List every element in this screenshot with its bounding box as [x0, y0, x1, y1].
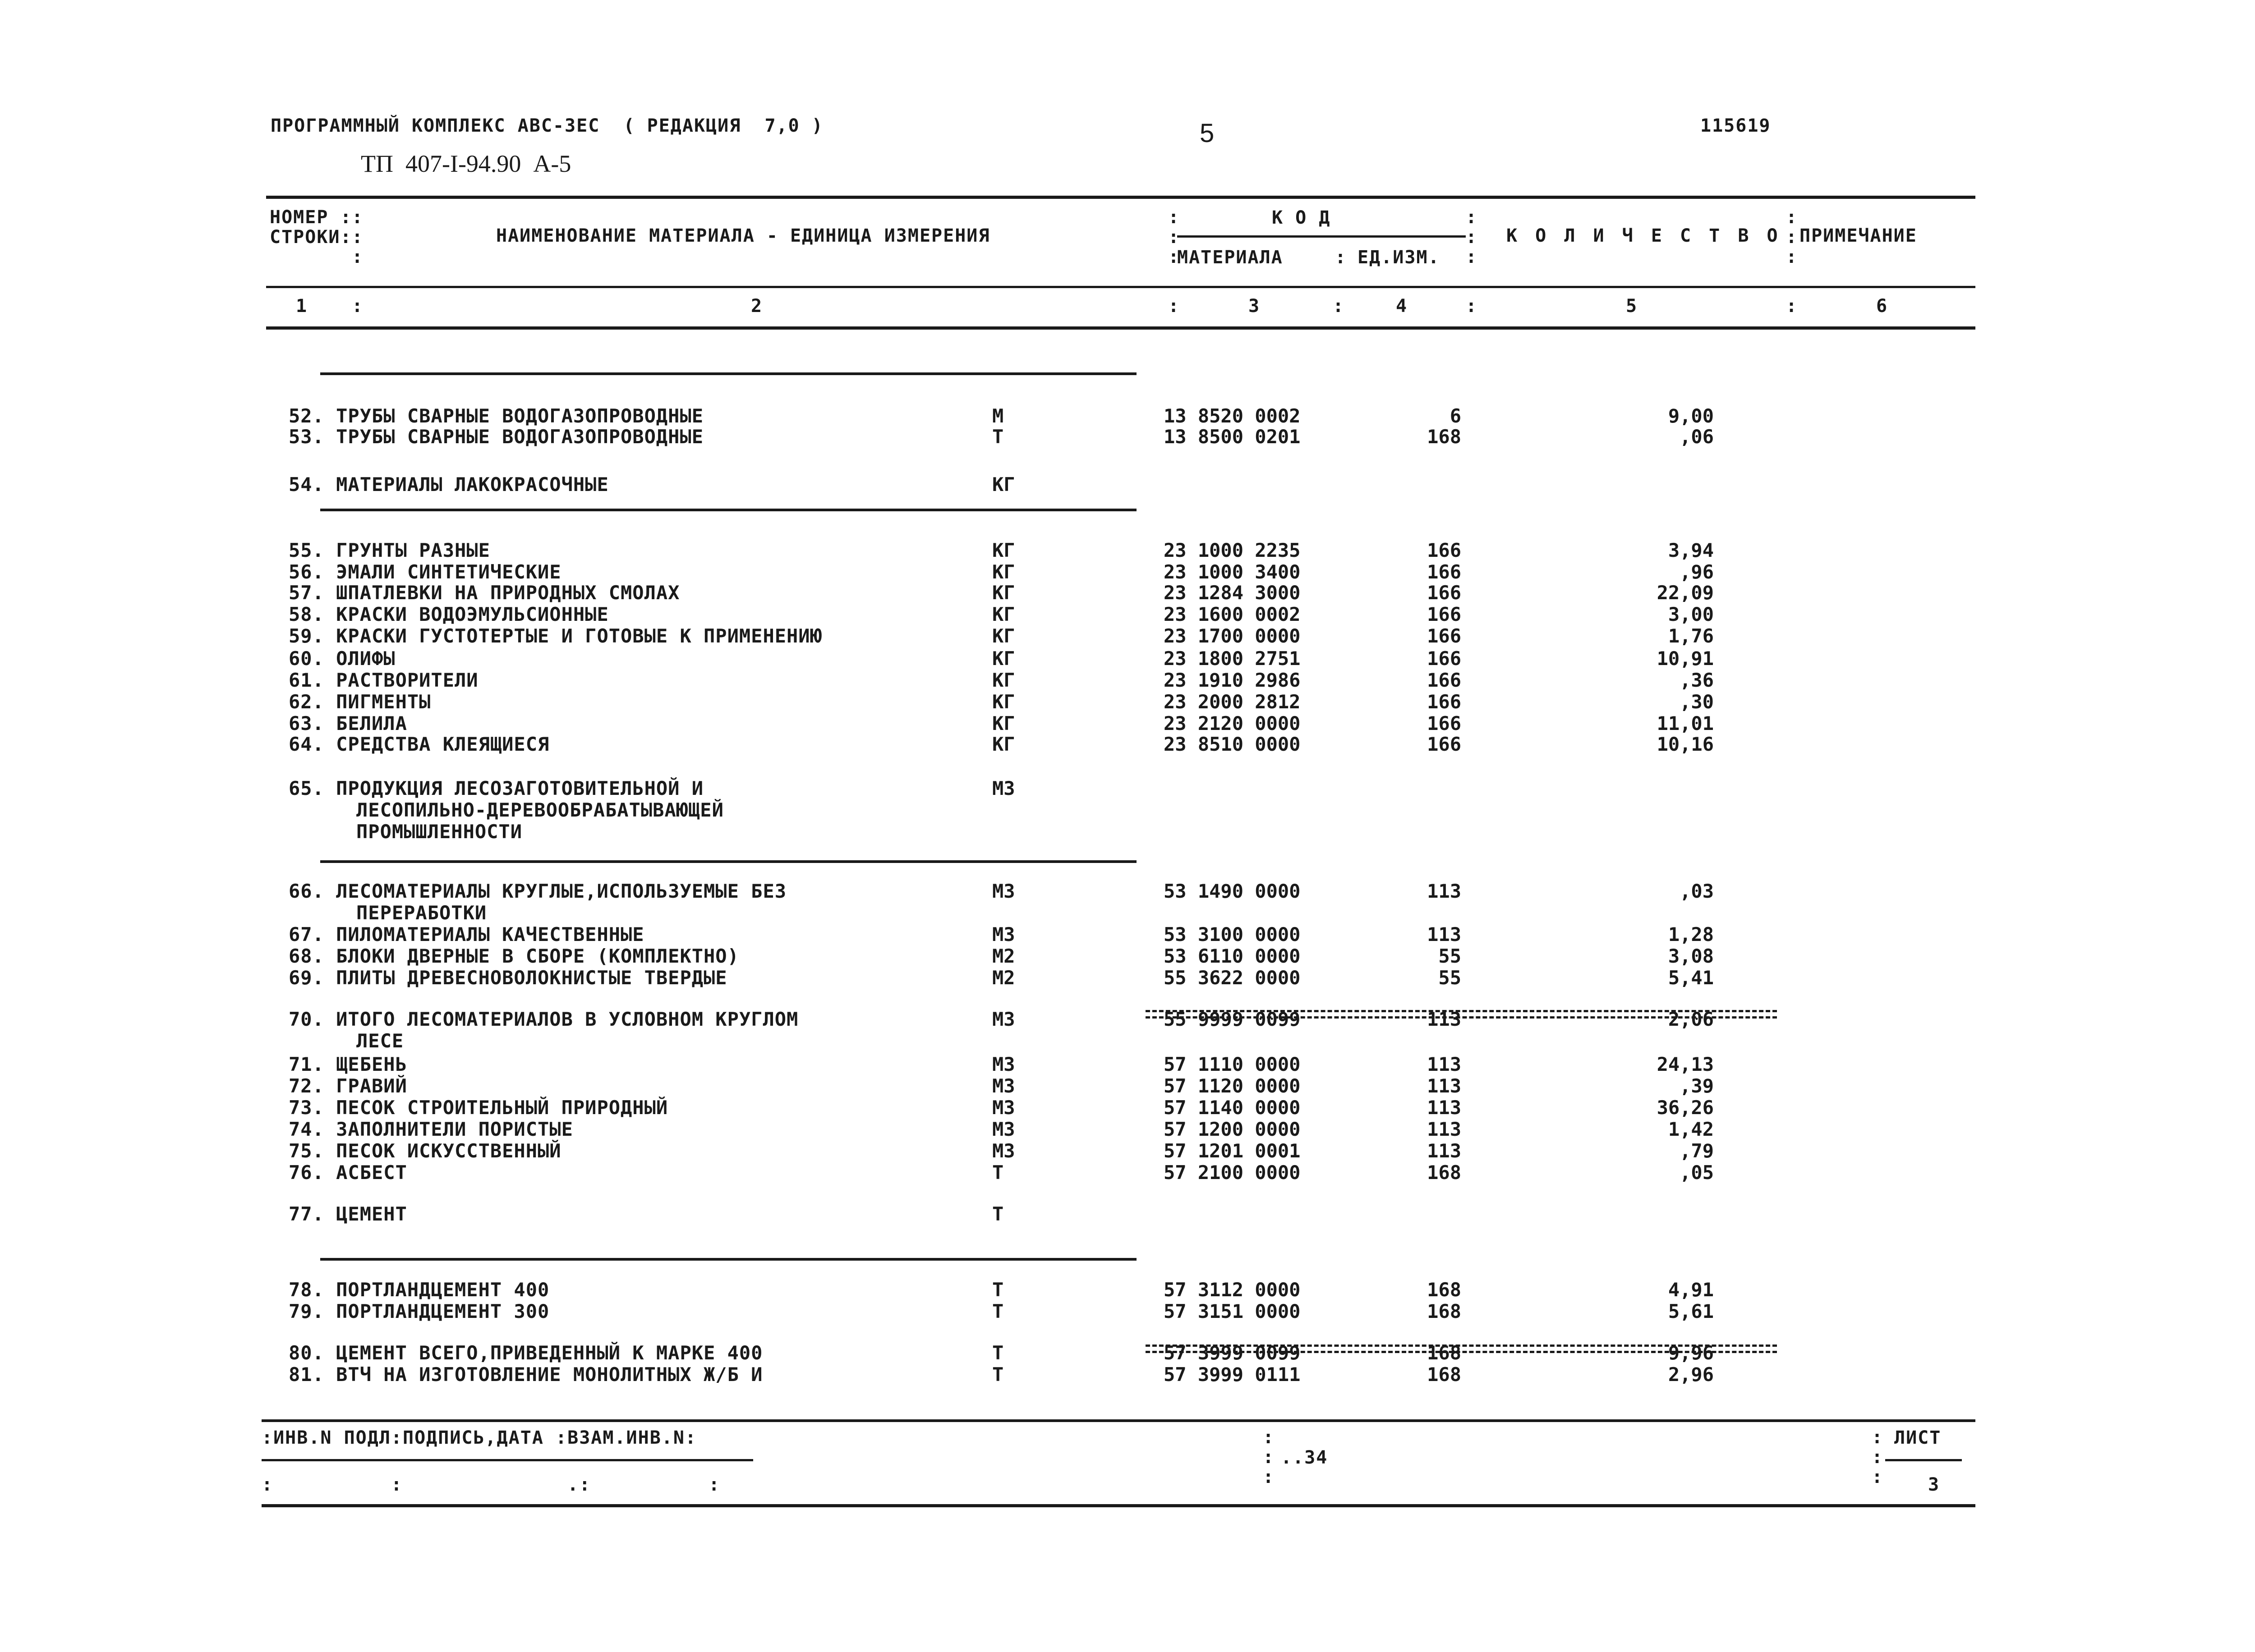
- col-num-5: 5: [1626, 296, 1638, 317]
- row-material-code: 13 8520 0002: [1164, 405, 1301, 427]
- row-unit: КГ: [992, 582, 1015, 604]
- row-quantity: 9,00: [1668, 405, 1714, 427]
- row-name: 63. БЕЛИЛА: [289, 712, 407, 734]
- col-num-2: 2: [751, 296, 763, 317]
- row-unit: М: [992, 405, 1004, 427]
- row-name-cont: ПРОМЫШЛЕННОСТИ: [356, 821, 523, 843]
- row-unit-code: 168: [1427, 1342, 1461, 1364]
- row-material-code: 23 1284 3000: [1164, 582, 1301, 604]
- row-unit: М3: [992, 1140, 1015, 1162]
- row-name: 75. ПЕСОК ИСКУССТВЕННЫЙ: [289, 1140, 561, 1162]
- row-unit-code: 6: [1450, 405, 1461, 427]
- section-rule: [320, 509, 1137, 511]
- section-rule: [320, 860, 1137, 863]
- row-unit: М2: [992, 945, 1015, 967]
- row-name: 80. ЦЕМЕНТ ВСЕГО,ПРИВЕДЕННЫЙ К МАРКЕ 400: [289, 1342, 763, 1364]
- row-unit-code: 113: [1427, 1053, 1461, 1075]
- header-material-name: НАИМЕНОВАНИЕ МАТЕРИАЛА - ЕДИНИЦА ИЗМЕРЕНИЯ: [496, 225, 990, 246]
- row-unit: КГ: [992, 712, 1015, 734]
- row-material-code: 57 1140 0000: [1164, 1097, 1301, 1119]
- col-num-3: 3: [1248, 296, 1261, 317]
- section-rule: [320, 372, 1137, 375]
- row-quantity: 10,91: [1657, 647, 1714, 670]
- row-name: 70. ИТОГО ЛЕСОМАТЕРИАЛОВ В УСЛОВНОМ КРУГЛОМ: [289, 1008, 799, 1030]
- row-quantity: 3,94: [1668, 539, 1714, 561]
- row-quantity: ,79: [1680, 1140, 1714, 1162]
- row-material-code: 57 3999 0099: [1164, 1342, 1301, 1364]
- row-material-code: 23 1000 2235: [1164, 539, 1301, 561]
- row-material-code: 55 9999 0099: [1164, 1008, 1301, 1030]
- row-quantity: ,05: [1680, 1161, 1714, 1184]
- row-material-code: 53 6110 0000: [1164, 945, 1301, 967]
- row-unit: М3: [992, 777, 1015, 799]
- row-unit: М3: [992, 1097, 1015, 1119]
- document-number: 115619: [1700, 115, 1771, 136]
- row-name: 55. ГРУНТЫ РАЗНЫЕ: [289, 539, 490, 561]
- row-material-code: 57 1120 0000: [1164, 1075, 1301, 1097]
- row-unit-code: 113: [1427, 1097, 1461, 1119]
- col-num-6: 6: [1876, 296, 1888, 317]
- sheet-rule: [1885, 1459, 1962, 1461]
- row-quantity: 2,96: [1668, 1363, 1714, 1386]
- row-unit-code: 166: [1427, 691, 1461, 713]
- row-unit: Т: [992, 426, 1004, 448]
- row-quantity: 9,96: [1668, 1342, 1714, 1364]
- footer-separator: : : :: [1263, 1427, 1274, 1487]
- row-name: 79. ПОРТЛАНДЦЕМЕНТ 300: [289, 1300, 550, 1322]
- row-quantity: ,96: [1680, 561, 1714, 583]
- row-unit-code: 55: [1438, 967, 1461, 989]
- row-material-code: 23 1700 0000: [1164, 625, 1301, 647]
- row-material-code: 23 8510 0000: [1164, 733, 1301, 755]
- header-separator: : : :: [1786, 207, 1797, 267]
- page-number: 5: [1200, 119, 1215, 148]
- row-material-code: 23 1000 3400: [1164, 561, 1301, 583]
- row-unit-code: 168: [1427, 1161, 1461, 1184]
- row-unit: Т: [992, 1342, 1004, 1364]
- row-material-code: 23 2000 2812: [1164, 691, 1301, 713]
- header-code-unit: ЕД.ИЗМ.: [1358, 247, 1440, 268]
- row-name: 57. ШПАТЛЕВКИ НА ПРИРОДНЫХ СМОЛАХ: [289, 582, 680, 604]
- row-unit-code: 166: [1427, 582, 1461, 604]
- row-name: 69. ПЛИТЫ ДРЕВЕСНОВОЛОКНИСТЫЕ ТВЕРДЫЕ: [289, 967, 727, 989]
- footer-separator: : : :: [1872, 1427, 1883, 1487]
- row-name: 74. ЗАПОЛНИТЕЛИ ПОРИСТЫЕ: [289, 1118, 573, 1140]
- row-unit: КГ: [992, 691, 1015, 713]
- row-quantity: 3,08: [1668, 945, 1714, 967]
- row-unit-code: 168: [1427, 426, 1461, 448]
- row-unit-code: 166: [1427, 647, 1461, 670]
- row-quantity: ,03: [1680, 880, 1714, 902]
- row-unit: М3: [992, 923, 1015, 945]
- row-unit-code: 55: [1438, 945, 1461, 967]
- row-name: 54. МАТЕРИАЛЫ ЛАКОКРАСОЧНЫЕ: [289, 473, 609, 496]
- header-separator: : : :: [1466, 207, 1477, 267]
- header-separator: : : :: [1168, 207, 1179, 267]
- row-unit-code: 113: [1427, 923, 1461, 945]
- row-name: 68. БЛОКИ ДВЕРНЫЕ В СБОРЕ (КОМПЛЕКТНО): [289, 945, 739, 967]
- row-name: 76. АСБЕСТ: [289, 1161, 407, 1184]
- project-code: ТП 407-I-94.90 А-5: [361, 150, 571, 177]
- row-material-code: 23 1910 2986: [1164, 669, 1301, 691]
- row-material-code: 23 2120 0000: [1164, 712, 1301, 734]
- row-material-code: 57 1201 0001: [1164, 1140, 1301, 1162]
- col-num-4: 4: [1396, 296, 1408, 317]
- row-unit: КГ: [992, 669, 1015, 691]
- row-name-cont: ЛЕСОПИЛЬНО-ДЕРЕВООБРАБАТЫВАЮЩЕЙ: [356, 799, 724, 821]
- row-name: 77. ЦЕМЕНТ: [289, 1203, 407, 1225]
- row-unit: М3: [992, 1008, 1015, 1030]
- header-quantity: К О Л И Ч Е С Т В О: [1506, 225, 1781, 246]
- row-quantity: 1,28: [1668, 923, 1714, 945]
- row-name: 71. ЩЕБЕНЬ: [289, 1053, 407, 1075]
- row-unit-code: 113: [1427, 880, 1461, 902]
- header-separator: :: [352, 296, 363, 317]
- row-material-code: 57 2100 0000: [1164, 1161, 1301, 1184]
- stamp-headers: :ИНВ.N ПОДЛ:ПОДПИСЬ,ДАТА :ВЗАМ.ИНВ.N:: [262, 1427, 697, 1448]
- row-name: 65. ПРОДУКЦИЯ ЛЕСОЗАГОТОВИТЕЛЬНОЙ И: [289, 777, 704, 799]
- row-material-code: 57 3151 0000: [1164, 1300, 1301, 1322]
- row-unit: КГ: [992, 473, 1015, 496]
- header-bottom-rule: [266, 326, 1975, 330]
- row-name: 64. СРЕДСТВА КЛЕЯЩИЕСЯ: [289, 733, 550, 755]
- footer-code: ..34: [1281, 1447, 1328, 1468]
- row-unit-code: 168: [1427, 1300, 1461, 1322]
- row-unit: КГ: [992, 625, 1015, 647]
- row-quantity: ,06: [1680, 426, 1714, 448]
- row-quantity: 3,00: [1668, 603, 1714, 625]
- header-separator: :: [1786, 296, 1797, 317]
- row-name: 62. ПИГМЕНТЫ: [289, 691, 431, 713]
- row-material-code: 57 1110 0000: [1164, 1053, 1301, 1075]
- header-code-material: МАТЕРИАЛА: [1177, 247, 1283, 268]
- sheet-label: ЛИСТ: [1894, 1427, 1942, 1448]
- row-material-code: 23 1800 2751: [1164, 647, 1301, 670]
- row-unit: Т: [992, 1279, 1004, 1301]
- row-name: 52. ТРУБЫ СВАРНЫЕ ВОДОГАЗОПРОВОДНЫЕ: [289, 405, 704, 427]
- header-separator: :: [1466, 296, 1477, 317]
- stamp-row: : : .: :: [262, 1474, 721, 1495]
- row-name: 66. ЛЕСОМАТЕРИАЛЫ КРУГЛЫЕ,ИСПОЛЬЗУЕМЫЕ БЕЗ: [289, 880, 787, 902]
- row-material-code: 57 3112 0000: [1164, 1279, 1301, 1301]
- row-name: 60. ОЛИФЫ: [289, 647, 396, 670]
- code-divider: [1177, 235, 1466, 238]
- row-name: 67. ПИЛОМАТЕРИАЛЫ КАЧЕСТВЕННЫЕ: [289, 923, 644, 945]
- row-unit-code: 168: [1427, 1363, 1461, 1386]
- row-quantity: 22,09: [1657, 582, 1714, 604]
- row-quantity: 24,13: [1657, 1053, 1714, 1075]
- row-unit: Т: [992, 1300, 1004, 1322]
- row-name: 53. ТРУБЫ СВАРНЫЕ ВОДОГАЗОПРОВОДНЫЕ: [289, 426, 704, 448]
- program-title: ПРОГРАММНЫЙ КОМПЛЕКС АВС-3ЕС ( РЕДАКЦИЯ 7,0 ): [271, 115, 824, 136]
- row-quantity: 1,42: [1668, 1118, 1714, 1140]
- row-material-code: 55 3622 0000: [1164, 967, 1301, 989]
- row-material-code: 53 1490 0000: [1164, 880, 1301, 902]
- row-quantity: 5,41: [1668, 967, 1714, 989]
- row-material-code: 53 3100 0000: [1164, 923, 1301, 945]
- row-unit-code: 113: [1427, 1140, 1461, 1162]
- row-unit: КГ: [992, 647, 1015, 670]
- row-name: 59. КРАСКИ ГУСТОТЕРТЫЕ И ГОТОВЫЕ К ПРИМЕНЕНИЮ: [289, 625, 822, 647]
- row-name: 72. ГРАВИЙ: [289, 1075, 407, 1097]
- row-unit: КГ: [992, 561, 1015, 583]
- row-quantity: 5,61: [1668, 1300, 1714, 1322]
- row-name-cont: ЛЕСЕ: [356, 1030, 404, 1052]
- row-quantity: ,36: [1680, 669, 1714, 691]
- row-name-cont: ПЕРЕРАБОТКИ: [356, 902, 487, 924]
- header-top-rule: [266, 196, 1975, 199]
- section-rule: [320, 1258, 1137, 1261]
- row-unit-code: 166: [1427, 733, 1461, 755]
- row-unit: КГ: [992, 539, 1015, 561]
- header-row-number: НОМЕР : СТРОКИ:: [270, 207, 352, 248]
- row-name: 56. ЭМАЛИ СИНТЕТИЧЕСКИЕ: [289, 561, 561, 583]
- row-material-code: 57 3999 0111: [1164, 1363, 1301, 1386]
- sheet-number: 3: [1928, 1474, 1940, 1495]
- row-unit: КГ: [992, 733, 1015, 755]
- header-code: К О Д: [1272, 207, 1331, 228]
- row-quantity: 10,16: [1657, 733, 1714, 755]
- row-unit: М3: [992, 1053, 1015, 1075]
- row-unit-code: 166: [1427, 539, 1461, 561]
- row-quantity: 1,76: [1668, 625, 1714, 647]
- row-unit: М3: [992, 880, 1015, 902]
- col-num-1: 1: [296, 296, 308, 317]
- footer-top-rule: [262, 1419, 1975, 1422]
- row-quantity: 36,26: [1657, 1097, 1714, 1119]
- row-name: 61. РАСТВОРИТЕЛИ: [289, 669, 479, 691]
- row-unit: М3: [992, 1075, 1015, 1097]
- row-unit: М3: [992, 1118, 1015, 1140]
- header-separator: :: [1168, 296, 1179, 317]
- row-unit: Т: [992, 1161, 1004, 1184]
- row-quantity: ,39: [1680, 1075, 1714, 1097]
- row-unit: Т: [992, 1203, 1004, 1225]
- row-name: 73. ПЕСОК СТРОИТЕЛЬНЫЙ ПРИРОДНЫЙ: [289, 1097, 668, 1119]
- row-name: 81. ВТЧ НА ИЗГОТОВЛЕНИЕ МОНОЛИТНЫХ Ж/Б И: [289, 1363, 763, 1386]
- row-unit-code: 166: [1427, 625, 1461, 647]
- row-material-code: 23 1600 0002: [1164, 603, 1301, 625]
- row-material-code: 13 8500 0201: [1164, 426, 1301, 448]
- row-quantity: ,30: [1680, 691, 1714, 713]
- row-unit: КГ: [992, 603, 1015, 625]
- row-material-code: 57 1200 0000: [1164, 1118, 1301, 1140]
- row-unit-code: 113: [1427, 1118, 1461, 1140]
- footer-bottom-rule: [262, 1504, 1975, 1507]
- header-note: ПРИМЕЧАНИЕ: [1799, 225, 1917, 246]
- row-quantity: 2,06: [1668, 1008, 1714, 1030]
- row-unit-code: 166: [1427, 669, 1461, 691]
- row-name: 78. ПОРТЛАНДЦЕМЕНТ 400: [289, 1279, 550, 1301]
- row-unit-code: 166: [1427, 603, 1461, 625]
- row-unit-code: 168: [1427, 1279, 1461, 1301]
- header-separator: :: [1333, 296, 1344, 317]
- row-quantity: 4,91: [1668, 1279, 1714, 1301]
- header-mid-rule: [266, 286, 1975, 288]
- header-separator: : : :: [352, 207, 363, 267]
- header-separator: :: [1335, 247, 1346, 268]
- row-unit-code: 166: [1427, 561, 1461, 583]
- row-quantity: 11,01: [1657, 712, 1714, 734]
- stamp-rule: [262, 1459, 753, 1461]
- row-unit-code: 166: [1427, 712, 1461, 734]
- row-unit: Т: [992, 1363, 1004, 1386]
- row-unit-code: 113: [1427, 1075, 1461, 1097]
- row-unit-code: 113: [1427, 1008, 1461, 1030]
- row-name: 58. КРАСКИ ВОДОЭМУЛЬСИОННЫЕ: [289, 603, 609, 625]
- row-unit: М2: [992, 967, 1015, 989]
